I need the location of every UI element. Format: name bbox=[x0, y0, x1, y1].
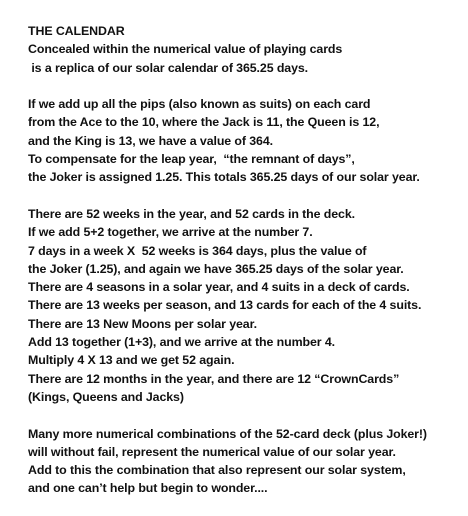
paragraph-line: Concealed within the numerical value of playing cards bbox=[28, 42, 343, 57]
document-title: THE CALENDAR bbox=[28, 24, 125, 38]
paragraph-line: the Joker is assigned 1.25. This totals 365.25 days of our solar year. bbox=[28, 170, 420, 185]
paragraph-line: Multiply 4 X 13 and we get 52 again. bbox=[28, 353, 235, 368]
paragraph-line: There are 12 months in the year, and there are 12 “CrownCards” bbox=[28, 371, 400, 386]
paragraph-conclusion bbox=[28, 425, 464, 498]
paragraph-line: To compensate for the leap year, “the remnant of days”, bbox=[28, 152, 355, 167]
paragraph-line: There are 52 weeks in the year, and 52 cards in the deck. bbox=[28, 206, 355, 221]
paragraph-line: (Kings, Queens and Jacks) bbox=[28, 389, 184, 404]
paragraph-line: Many more numerical combinations of the 52-card deck (plus Joker!) bbox=[28, 426, 427, 441]
paragraph-line: is a replica of our solar calendar of 365.25 days. bbox=[28, 60, 309, 75]
paragraph-line: from the Ace to the 10, where the Jack is 11, the Queen is 12, bbox=[28, 115, 380, 130]
paragraph-line: 7 days in a week X 52 weeks is 364 days, plus the value of bbox=[28, 243, 367, 258]
paragraph-line: There are 4 seasons in a solar year, and 4 suits in a deck of cards. bbox=[28, 280, 410, 295]
document-body bbox=[28, 22, 464, 516]
paragraph-line: will without fail, represent the numerical value of our solar year. bbox=[28, 444, 396, 459]
paragraph-line: the Joker (1.25), and again we have 365.25 days of the solar year. bbox=[28, 261, 404, 276]
paragraph-weeks bbox=[28, 205, 464, 406]
paragraph-line: There are 13 New Moons per solar year. bbox=[28, 316, 257, 331]
paragraph-intro bbox=[28, 40, 464, 77]
paragraph-pips bbox=[28, 95, 464, 186]
paragraph-line: Add 13 together (1+3), and we arrive at the number 4. bbox=[28, 335, 335, 350]
paragraph-line: and one can’t help but begin to wonder.... bbox=[28, 481, 268, 496]
paragraph-line: If we add up all the pips (also known as suits) on each card bbox=[28, 97, 371, 112]
paragraph-line: Add to this the combination that also represent our solar system, bbox=[28, 463, 406, 478]
paragraph-line: There are 13 weeks per season, and 13 cards for each of the 4 suits. bbox=[28, 298, 422, 313]
paragraph-line: If we add 5+2 together, we arrive at the number 7. bbox=[28, 225, 313, 240]
paragraph-line: and the King is 13, we have a value of 364. bbox=[28, 133, 273, 148]
